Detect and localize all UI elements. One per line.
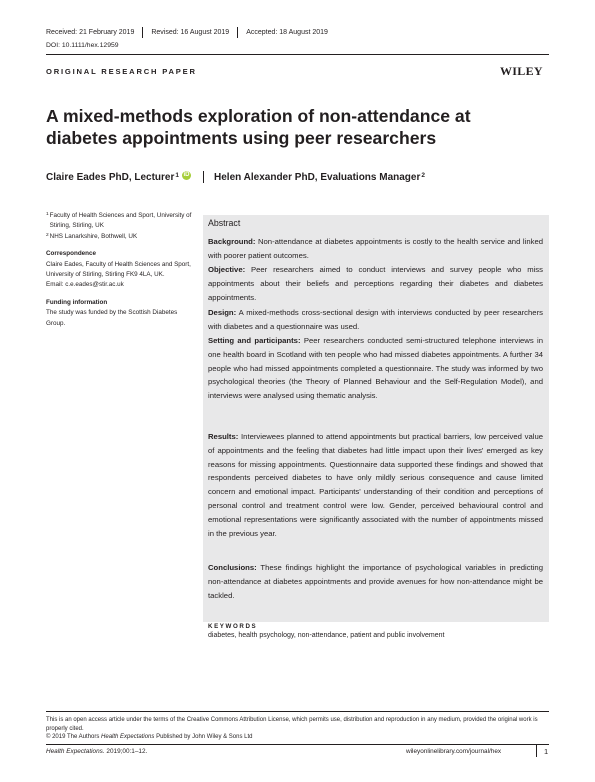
affiliation-2 [46, 232, 194, 242]
journal-website[interactable]: wileyonlinelibrary.com/journal/hex [406, 748, 502, 755]
footer-rule [46, 711, 549, 712]
author-list [46, 172, 556, 184]
affiliation-number: 2 [46, 232, 49, 238]
section-label: Background: [208, 237, 256, 246]
section-text: Peer researchers conducted semi-structured telephone interviews in one health board in Scotland with ten people who had missed diabetes appointments. A further 34 people who had missed appointments completed a questionnaire. The study was informed by two psychological theories (the Theory of Planned Behaviour and the Self-Regulation Model), and interviews were analysed using thematic analysis. [208, 336, 544, 401]
abstract-results [208, 430, 543, 540]
affiliation-number: 1 [46, 212, 49, 217]
section-text: Non-attendance at diabetes appointments is costly to the health service and linked with poorer patient outcomes. [208, 237, 543, 260]
page-number-separator [536, 744, 537, 757]
abstract-setting [208, 334, 543, 403]
author-1[interactable]: Claire Eades PhD, Lecturer [46, 172, 175, 183]
article-dates [46, 27, 328, 38]
keywords-text: diabetes, health psychology, non-attendance, patient and public involvement [208, 632, 445, 639]
date-separator [142, 27, 143, 38]
article-type: ORIGINAL RESEARCH PAPER [46, 67, 197, 76]
copyright-line [46, 733, 551, 742]
orcid-icon[interactable]: iD [183, 172, 190, 178]
journal-citation [46, 748, 147, 755]
abstract-background [208, 235, 543, 263]
funding-text: The study was funded by the Scottish Diabetes Group. [46, 309, 178, 327]
date-separator [237, 27, 238, 38]
copyright-prefix: © 2019 The Authors [46, 734, 100, 741]
section-label: Design: [208, 308, 237, 317]
section-text: Peer researchers aimed to conduct interviews and survey people who miss appointments about their beliefs and perceptions regarding their diabetes and diabetes appointments. [208, 265, 543, 302]
license-notice [46, 716, 551, 742]
correspondence [46, 249, 194, 291]
revised-date: Revised: 16 August 2019 [151, 29, 230, 36]
affiliations [46, 211, 194, 242]
section-text: A mixed-methods cross-sectional design with interviews conducted by peer researchers with diabetes and a questionnaire was used. [208, 308, 543, 331]
abstract-design [208, 306, 543, 334]
section-label: Results: [208, 432, 239, 441]
abstract-heading: Abstract [208, 218, 241, 228]
correspondence-heading: Correspondence [46, 250, 97, 258]
article-title: A mixed-methods exploration of non-attendance at diabetes appointments using peer researchers [46, 106, 471, 148]
abstract-conclusions [208, 561, 543, 602]
section-label: Setting and participants: [208, 336, 301, 345]
publisher-logo: WILEY [500, 64, 543, 78]
received-date: Received: 21 February 2019 [46, 29, 135, 36]
section-label: Conclusions: [208, 563, 257, 572]
correspondence-email[interactable]: Email: c.e.eades@stir.ac.uk [46, 281, 124, 289]
funding [46, 298, 194, 329]
affiliation-text: NHS Lanarkshire, Bothwell, UK [49, 232, 138, 240]
funding-heading: Funding information [46, 298, 108, 306]
keywords-heading: KEYWORDS [208, 623, 258, 630]
page-number: 1 [544, 747, 549, 756]
affiliation-1 [46, 211, 194, 232]
copyright-suffix: Published by John Wiley & Sons Ltd [156, 734, 253, 741]
author-2[interactable]: Helen Alexander PhD, Evaluations Manager [214, 172, 421, 183]
author-1-affiliation: 1 [175, 172, 180, 179]
correspondence-address: Claire Eades, Faculty of Health Sciences and Sport, University of Stirling, Stirling FK9 4LA, UK. [46, 260, 191, 279]
section-text: These findings highlight the importance of psychological variables in predicting non-attendance at diabetes appointments and provide avenues for how non-attendance might be tackled. [208, 563, 543, 600]
journal-volume: 2019;00:1–12. [106, 748, 148, 755]
accepted-date: Accepted: 18 August 2019 [246, 29, 328, 36]
license-text: This is an open access article under the terms of the Creative Commons Attribution License, which permits use, distribution and reproduction in any medium, provided the original work is properly cited. [46, 717, 538, 732]
section-label: Objective: [208, 265, 246, 274]
copyright-journal: Health Expectations [101, 734, 155, 741]
header-rule [46, 54, 549, 55]
section-text: Interviewees planned to attend appointments but practical barriers, low perceived value of appointments and the feeling that diabetes had little impact upon their lives' emerged as key reasons for missing appointments. Questionnaire data supported these findings and showed that respondents perceived diabetes to have only mildly serious consequence and cause limited concern and emotional impact. Participants' understanding of their condition and perceptions of personal control and treatment control were low. Gender, perceived behavioural control and emotional representations were significantly associated with the number of appointments missed in the previous year. [208, 432, 543, 538]
doi[interactable]: DOI: 10.1111/hex.12959 [46, 42, 119, 49]
footer-rule-lower [46, 744, 549, 745]
sidebar-info [46, 211, 194, 336]
journal-name: Health Expectations. [46, 748, 105, 755]
affiliation-text: Faculty of Health Sciences and Sport, University of Stirling, Stirling, UK [49, 212, 192, 230]
abstract-objective [208, 263, 543, 304]
author-2-affiliation: 2 [421, 172, 425, 179]
author-separator [203, 171, 204, 183]
